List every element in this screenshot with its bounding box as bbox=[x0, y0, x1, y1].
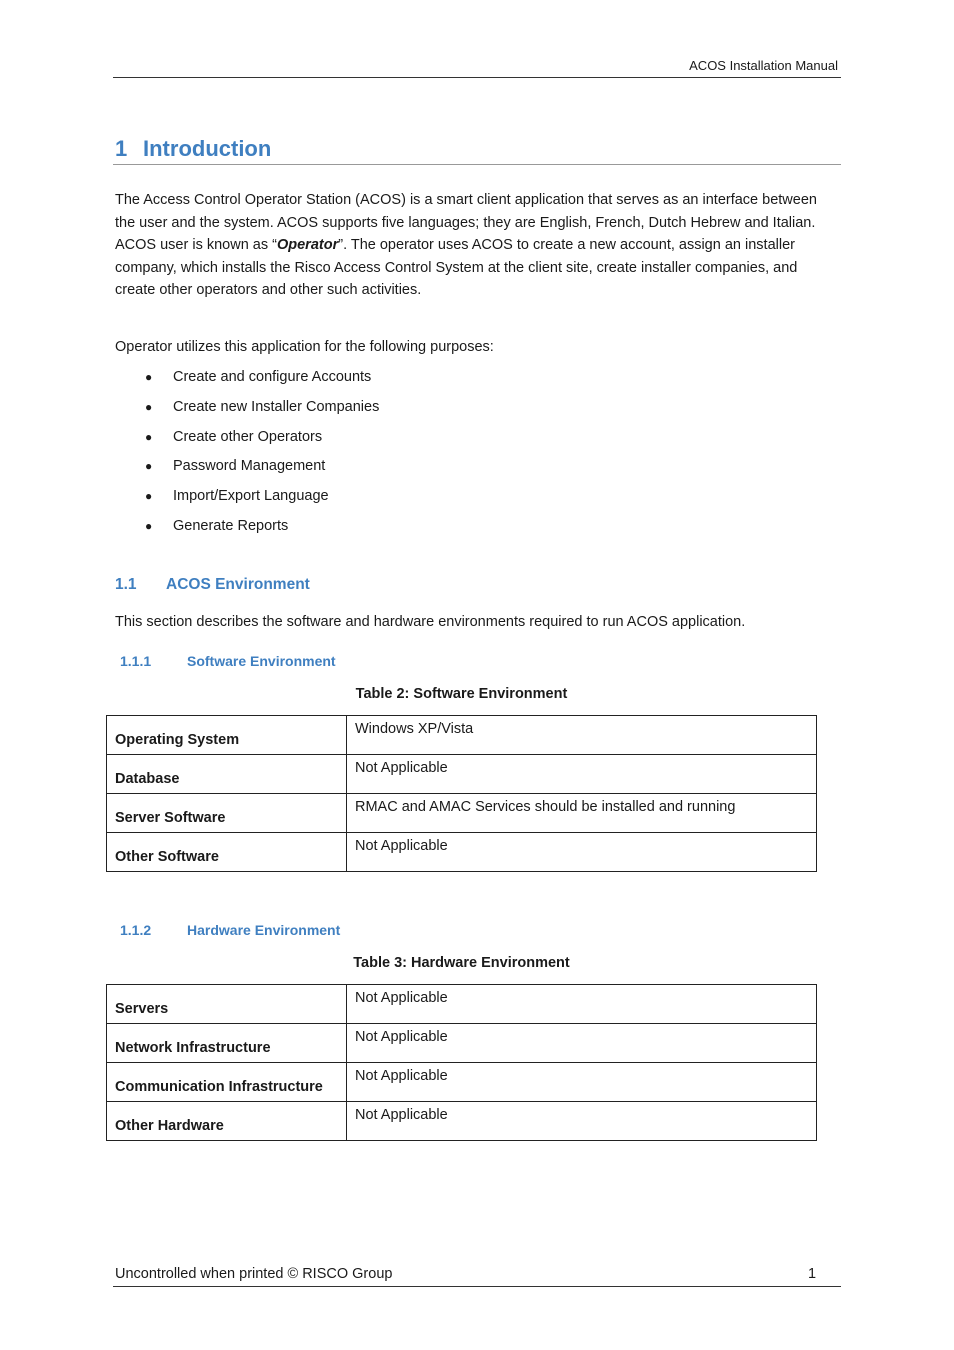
bullet-icon: ● bbox=[145, 399, 153, 414]
table-row bbox=[107, 985, 817, 1024]
page-number: 1 bbox=[808, 1266, 817, 1282]
list-item bbox=[145, 485, 379, 515]
hardware-environment-table bbox=[106, 984, 817, 1141]
list-item bbox=[145, 396, 379, 426]
subsubsection-heading-hardware bbox=[120, 922, 340, 938]
row-key: Communication Infrastructure bbox=[107, 1063, 347, 1102]
table-row bbox=[107, 794, 817, 833]
software-environment-table bbox=[106, 715, 817, 872]
section-number: 1 bbox=[115, 136, 128, 161]
row-key: Network Infrastructure bbox=[107, 1024, 347, 1063]
row-key: Other Hardware bbox=[107, 1102, 347, 1141]
subsection-heading-acos-environment bbox=[115, 576, 310, 594]
subsection-title: ACOS Environment bbox=[166, 576, 310, 593]
row-key: Servers bbox=[107, 985, 347, 1024]
list-item-label: Create and configure Accounts bbox=[173, 369, 372, 385]
purposes-list bbox=[145, 366, 379, 545]
row-value: Windows XP/Vista bbox=[347, 716, 817, 755]
row-value: RMAC and AMAC Services should be installed and running bbox=[347, 794, 817, 833]
subsection-number: 1.1 bbox=[115, 576, 137, 593]
row-value: Not Applicable bbox=[347, 755, 817, 794]
intro-emphasis: Operator bbox=[276, 237, 339, 253]
row-value: Not Applicable bbox=[347, 833, 817, 872]
environment-description: This section describes the software and hardware environments required to run ACOS application. bbox=[115, 614, 746, 630]
list-item-label: Create other Operators bbox=[173, 428, 323, 445]
table-row bbox=[107, 1063, 817, 1102]
bullet-icon: ● bbox=[145, 370, 153, 384]
bullet-icon: ● bbox=[145, 489, 153, 504]
subsubsection-number: 1.1.1 bbox=[120, 653, 152, 669]
table-row bbox=[107, 716, 817, 755]
intro-text-before: The Access Control Operator Station (ACOS) is a smart client application that serves as an interface between the user and the system. ACOS supports five languages; they are English, French, Dutch Hebrew and Italian. ACOS user is known as “ bbox=[115, 192, 817, 253]
intro-paragraph bbox=[115, 189, 835, 302]
list-item bbox=[145, 455, 379, 485]
list-item bbox=[145, 366, 379, 396]
intro-text-after: ”. The operator uses ACOS to create a new account, assign an installer company, which installs the Risco Access Control System at the client site, create installer companies, and create other operators and other such activities. bbox=[115, 237, 798, 298]
list-item-label: Import/Export Language bbox=[173, 488, 329, 505]
table-caption-software: Table 2: Software Environment bbox=[355, 686, 568, 702]
bullet-icon: ● bbox=[145, 429, 153, 444]
list-item-label: Create new Installer Companies bbox=[173, 398, 380, 415]
row-key: Operating System bbox=[107, 716, 347, 755]
row-key: Other Software bbox=[107, 833, 347, 872]
table-row bbox=[107, 1102, 817, 1141]
footer-text: Uncontrolled when printed © RISCO Group bbox=[115, 1266, 393, 1282]
heading-divider bbox=[113, 164, 841, 165]
subsubsection-title: Software Environment bbox=[187, 653, 336, 669]
header-title: ACOS Installation Manual bbox=[689, 58, 838, 73]
list-item bbox=[145, 426, 379, 456]
purposes-intro: Operator utilizes this application for the following purposes: bbox=[115, 339, 494, 355]
row-key: Database bbox=[107, 755, 347, 794]
list-item bbox=[145, 515, 379, 545]
row-value: Not Applicable bbox=[347, 1063, 817, 1102]
row-value: Not Applicable bbox=[347, 1102, 817, 1141]
list-item-label: Password Management bbox=[173, 458, 326, 475]
subsubsection-heading-software bbox=[120, 653, 336, 669]
list-item-label: Generate Reports bbox=[173, 517, 289, 534]
row-value: Not Applicable bbox=[347, 1024, 817, 1063]
footer-divider bbox=[113, 1286, 841, 1287]
table-row bbox=[107, 1024, 817, 1063]
table-caption-hardware: Table 3: Hardware Environment bbox=[353, 955, 570, 971]
section-heading-introduction bbox=[115, 136, 271, 162]
row-key: Server Software bbox=[107, 794, 347, 833]
bullet-icon: ● bbox=[145, 459, 153, 474]
header-divider bbox=[113, 77, 841, 78]
table-row bbox=[107, 755, 817, 794]
subsubsection-title: Hardware Environment bbox=[187, 922, 341, 938]
row-value: Not Applicable bbox=[347, 985, 817, 1024]
bullet-icon: ● bbox=[145, 518, 153, 533]
table-row bbox=[107, 833, 817, 872]
section-title: Introduction bbox=[143, 136, 272, 161]
subsubsection-number: 1.1.2 bbox=[120, 922, 152, 938]
